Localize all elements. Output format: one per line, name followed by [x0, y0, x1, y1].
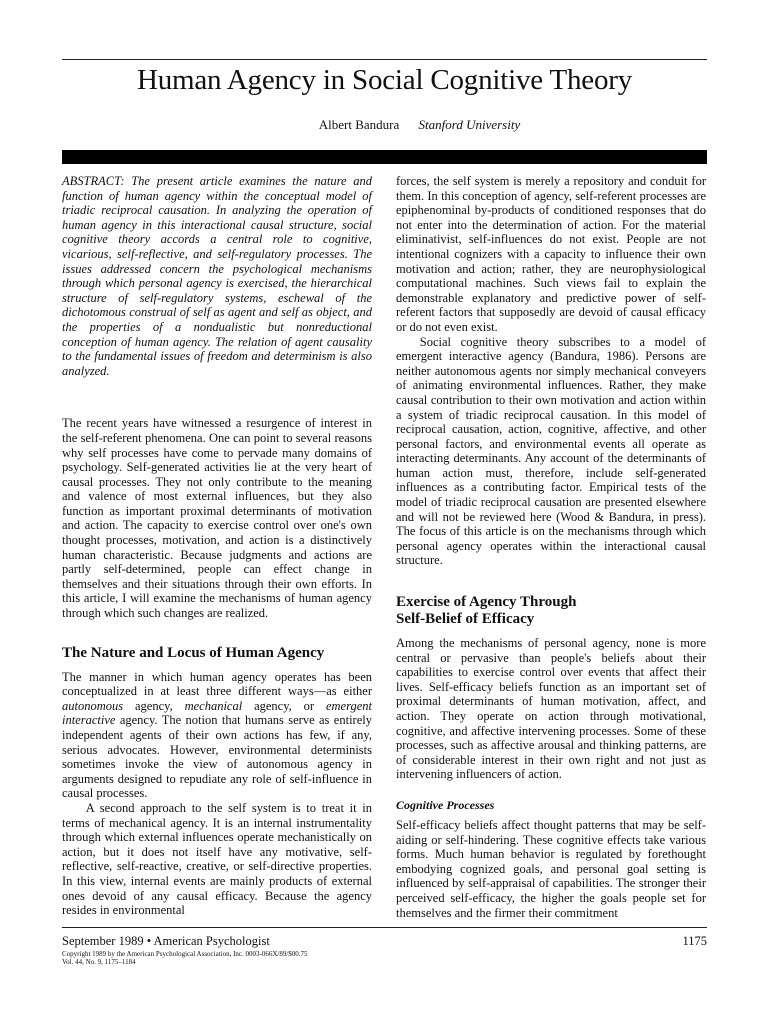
section-heading-nature-locus: The Nature and Locus of Human Agency — [62, 644, 325, 661]
intro-paragraph: The recent years have witnessed a resurgence of interest in the self-referent phenomena. One can point to several reasons why self processes have come to pervade many domains of psychology. Self-generated activities lie at the very heart of causal processes. They not only contribute to the meaning and valence of most external influences, but they also function as important proximal determinants of motivation and action. The capacity to exercise control over one's own thought processes, motivation, and action is a distinctively human characteristic. Because judgments and actions are partly self-determined, people can effect change in themselves and their situations through their own efforts. In this article, I will examine the mechanisms of human agency through which such changes are realized. — [62, 416, 372, 621]
article-title: Human Agency in Social Cognitive Theory — [136, 64, 633, 96]
footer-rule — [62, 927, 707, 928]
copyright-line: Copyright 1989 by the American Psychological Association, Inc. 0003-066X/89/$00.75 — [62, 950, 308, 958]
copyright-block — [62, 950, 308, 966]
journal-line: September 1989 • American Psychologist — [62, 934, 270, 948]
left-column — [62, 174, 372, 918]
section2-paragraph-2: Self-efficacy beliefs affect thought patterns that may be self-aiding or self-hindering. These cognitive effects take various forms. Much human behavior is regulated by forethought embodying cognized goals, and personal goal setting is influenced by self-appraisal of capabilities. The stronger their perceived self-efficacy, the higher the goals people set for themselves and the firmer their commitment — [396, 817, 706, 920]
section2-paragraph-1: Among the mechanisms of personal agency, none is more central or pervasive than people's beliefs about their capabilities to exercise control over events that affect their lives. Self-efficacy beliefs function as an important set of proximal determinants of human motivation, affect, and action. They operate on action through motivational, cognitive, and affective intervening processes. Some of these processes, such as affective arousal and thinking patterns, are of considerable interest in their own right and not just as intervening influencers of action. — [396, 636, 706, 782]
section-heading-self-efficacy: Exercise of Agency Through Self-Belief of Efficacy — [396, 594, 577, 628]
abstract: ABSTRACT: The present article examines the nature and function of human agency within the conceptual model of triadic reciprocal causation. In analyzing the operation of human agency in this interactional causal structure, social cognitive theory accords a central role to cognitive, vicarious, self-reflective, and self-regulatory processes. The issues addressed concern the psychological mechanisms through which personal agency is exercised, the hierarchical structure of self-regulatory systems, eschewal of the dichotomous construal of self as agent and self as object, and the properties of a nondualistic but nonreductional conception of human agency. The relation of agent causality to the fundamental issues of freedom and determinism is also analyzed. — [62, 174, 372, 378]
section1-paragraph-2: A second approach to the self system is to treat it in terms of mechanical agency. It is an internal instrumentality through which external influences operate mechanistically on action, but it does not itself have any motivative, self-reflective, self-reactive, creative, or self-directive properties. In this view, internal events are mainly products of external ones devoid of any causal efficacy. Because the agency resides in environmental — [62, 800, 372, 918]
top-rule — [62, 59, 707, 60]
volume-line: Vol. 44, No. 9, 1175–1184 — [62, 958, 136, 966]
social-cognitive-paragraph: Social cognitive theory subscribes to a model of emergent interactive agency (Bandura, 1986). Persons are neither autonomous agents nor simply mechanical conveyers of animating environmental influences. Rather, they make causal contribution to their own motivation and action within a system of triadic reciprocal causation. In this model of reciprocal causation, action, cognitive, affective, and other personal factors, and environmental events all operate as interacting determinants. Any account of the determinants of human action must, therefore, include self-generated influences as a contributing factor. Empirical tests of the model of triadic reciprocal causation are presented elsewhere and will not be reviewed here (Wood & Bandura, in press). The focus of this article is on the mechanisms through which personal agency operates within the interactional causal structure. — [396, 334, 706, 568]
byline — [62, 117, 707, 133]
page-number: 1175 — [682, 934, 707, 948]
section1-paragraph-1: The manner in which human agency operates has been conceptualized in at least three different ways—as either autonomous agency, mechanical agency, or emergent interactive agency. The notion that humans serve as entirely independent agents of their own actions has few, if any, serious advocates. However, environmental determinists sometimes invoke the view of autonomous agency in arguments designed to repudiate any role of self-influence in causal processes. — [62, 669, 372, 801]
title-bar-rule — [62, 150, 707, 164]
right-column — [396, 174, 706, 920]
subheading-cognitive-processes: Cognitive Processes — [396, 797, 495, 812]
author-affiliation: Stanford University — [418, 117, 521, 132]
continuation-paragraph: forces, the self system is merely a repository and conduit for them. In this conception of agency, self-referent processes are epiphenominal by-products of conditioned responses that do not enter into the determination of action. For the material eliminativist, self-influences do not exist. People are not intentional cognizers with a capacity to influence their own motivation and action; rather, they are neurophysiological computational machines. Such views fail to explain the demonstrable explanatory and predictive power of self-referent factors that supposedly are devoid of causal efficacy or do not even exist. — [396, 174, 706, 334]
author-name: Albert Bandura — [318, 117, 400, 132]
